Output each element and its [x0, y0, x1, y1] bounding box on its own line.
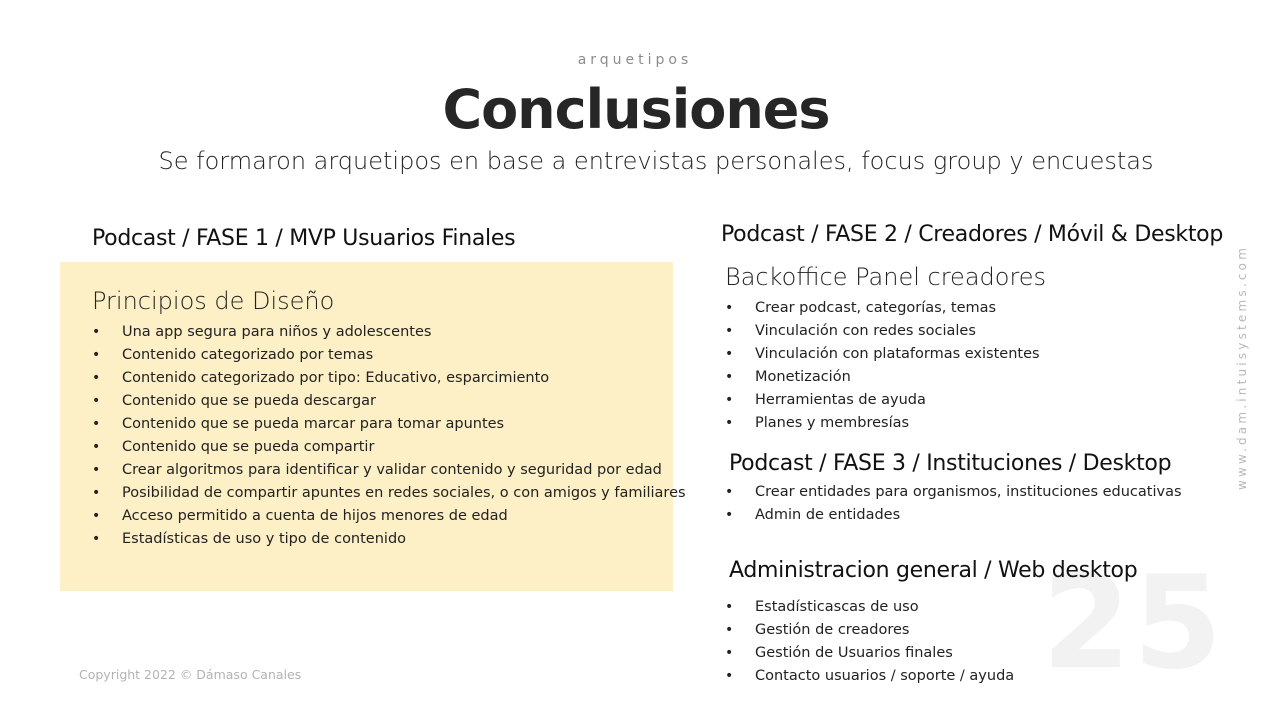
phase3-list: [725, 481, 1182, 527]
website-watermark: [1235, 232, 1255, 492]
list-item: • Contenido que se pueda marcar para tomar apuntes: [92, 413, 686, 436]
phase2-title: Podcast / FASE 2 / Creadores / Móvil & Desktop: [721, 222, 1223, 247]
list-item: • Una app segura para niños y adolescentes: [92, 321, 686, 344]
page-title: Conclusiones: [442, 78, 830, 141]
admin-title: Administracion general / Web desktop: [729, 558, 1138, 583]
list-item: • Monetización: [725, 366, 1040, 389]
page-number: 25: [1041, 549, 1224, 698]
list-item: • Contenido que se pueda compartir: [92, 436, 686, 459]
list-item: • Acceso permitido a cuenta de hijos menores de edad: [92, 505, 686, 528]
design-principles-list: [92, 321, 686, 551]
list-item: • Contacto usuarios / soporte / ayuda: [725, 665, 1014, 688]
list-item: • Posibilidad de compartir apuntes en redes sociales, o con amigos y familiares: [92, 482, 686, 505]
list-item: • Vinculación con plataformas existentes: [725, 343, 1040, 366]
phase2-list: [725, 297, 1040, 435]
list-item: • Contenido categorizado por temas: [92, 344, 686, 367]
copyright-text: Copyright 2022 © Dámaso Canales: [79, 667, 302, 682]
design-principles-title: Principios de Diseño: [92, 287, 335, 315]
list-item: • Crear algoritmos para identificar y validar contenido y seguridad por edad: [92, 459, 686, 482]
list-item: • Contenido que se pueda descargar: [92, 390, 686, 413]
list-item: • Gestión de Usuarios finales: [725, 642, 1014, 665]
page-subtitle: Se formaron arquetipos en base a entrevistas personales, focus group y encuestas: [158, 147, 1154, 175]
website-watermark-text: www.dam.intuisystems.com: [1235, 244, 1249, 490]
list-item: • Gestión de creadores: [725, 619, 1014, 642]
list-item: • Planes y membresías: [725, 412, 1040, 435]
list-item: • Crear podcast, categorías, temas: [725, 297, 1040, 320]
backoffice-title: Backoffice Panel creadores: [725, 263, 1047, 291]
list-item: • Admin de entidades: [725, 504, 1182, 527]
section-eyebrow: arquetipos: [577, 52, 693, 68]
list-item: • Estadísticascas de uso: [725, 596, 1014, 619]
list-item: • Vinculación con redes sociales: [725, 320, 1040, 343]
list-item: • Estadísticas de uso y tipo de contenido: [92, 528, 686, 551]
phase1-title: Podcast / FASE 1 / MVP Usuarios Finales: [92, 226, 516, 251]
list-item: • Crear entidades para organismos, instituciones educativas: [725, 481, 1182, 504]
phase3-title: Podcast / FASE 3 / Instituciones / Desktop: [729, 451, 1172, 476]
list-item: • Herramientas de ayuda: [725, 389, 1040, 412]
list-item: • Contenido categorizado por tipo: Educativo, esparcimiento: [92, 367, 686, 390]
admin-list: [725, 596, 1014, 688]
